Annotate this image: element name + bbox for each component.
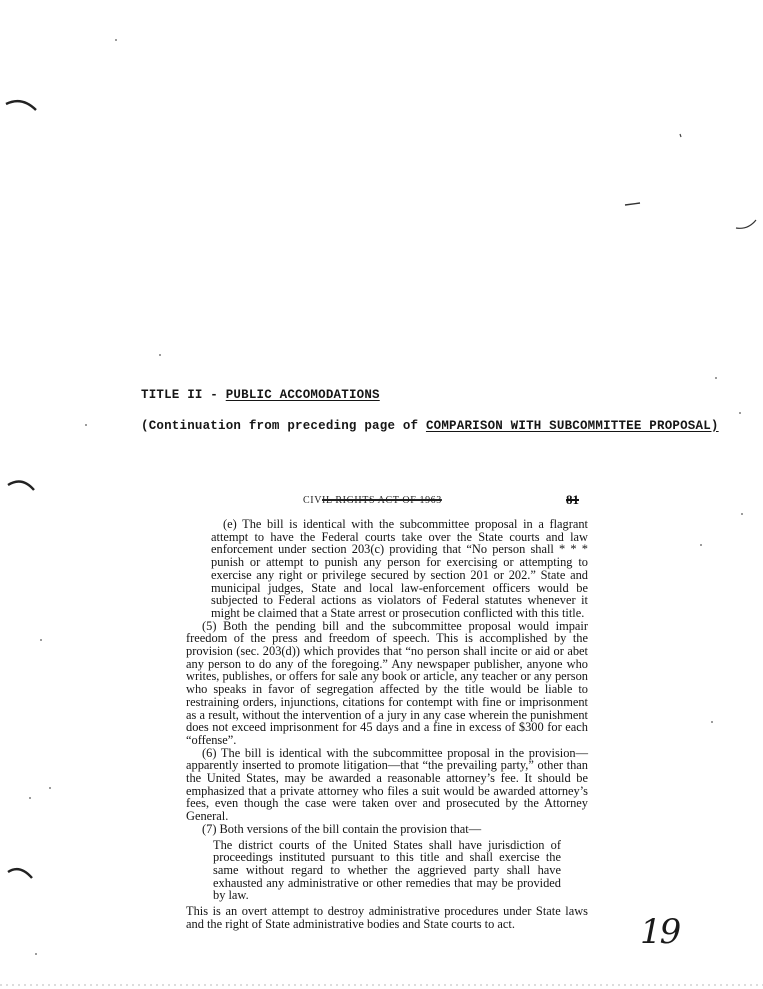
paragraph-e: (e) The bill is identical with the subcommittee proposal in a flagrant attempt to have the Federal courts take over the State courts and law enforcement under section 203(c) providing that “No person shall * * * punish or attempt to punish any person for exercising or attempting to exercise any right or privilege secured by section 201 or 202.” State and municipal judges, State and local law-enforcement officers would be subjected to Federal actions as violators of Federal statutes whenever it might be claimed that a State arrest or prosecution conflicted with this title. bbox=[211, 517, 588, 620]
page-number: 81 bbox=[566, 492, 579, 507]
running-head bbox=[303, 495, 442, 506]
title-underlined: PUBLIC ACCOMODATIONS bbox=[225, 388, 380, 402]
body-text bbox=[186, 518, 588, 931]
document-title bbox=[141, 388, 380, 402]
closing-paragraph: This is an overt attempt to destroy administrative procedures under State laws and the right of State administrative bodies and State courts to act. bbox=[186, 904, 588, 931]
paragraph-7: (7) Both versions of the bill contain the provision that— bbox=[202, 821, 482, 836]
subtitle-prefix: (Continuation from preceding page of bbox=[141, 419, 426, 433]
running-head-struck: IL RIGHTS ACT OF 1963 bbox=[322, 495, 442, 506]
title-prefix: TITLE II - bbox=[141, 388, 226, 402]
paragraph-5: (5) Both the pending bill and the subcommittee proposal would impair freedom of the press and freedom of speech. This is accomplished by the provision (sec. 203(d)) which provides that “no person shall incite or aid or abet any person to do any of the foregoing.” Any newspaper publisher, anyone who writes, publishes, or offers for sale any book or article, any teacher or any person who speaks in favor of segregation affected by the title would be liable to restraining orders, injunctions, citations for contempt with fine or imprisonment as a result, without the intervention of a jury in any case wherein the punishment does not exceed imprisonment for 45 days and a fine in excess of $300 for each “offense”. bbox=[186, 618, 588, 747]
running-head-plain: CIV bbox=[303, 495, 323, 506]
paragraph-6: (6) The bill is identical with the subcommittee proposal in the provision—apparently inserted to promote litigation—that “the prevailing party,” other than the United States, may be awarded a reasonable attorney’s fee. It should be emphasized that a private attorney who files a suit would be awarded attorney’s fees, even though the case were taken over and prosecuted by the Attorney General. bbox=[186, 745, 588, 824]
subtitle-underlined: COMPARISON WITH SUBCOMMITTEE PROPOSAL) bbox=[425, 419, 719, 433]
document-subtitle bbox=[141, 419, 719, 433]
handwritten-page-number: 19 bbox=[640, 912, 680, 952]
block-quote: The district courts of the United States shall have jurisdiction of proceedings instituted pursuant to this title and shall exercise the same without regard to whether the aggrieved party shall have exhausted any administrative or other remedies that may be provided by law. bbox=[213, 837, 561, 903]
